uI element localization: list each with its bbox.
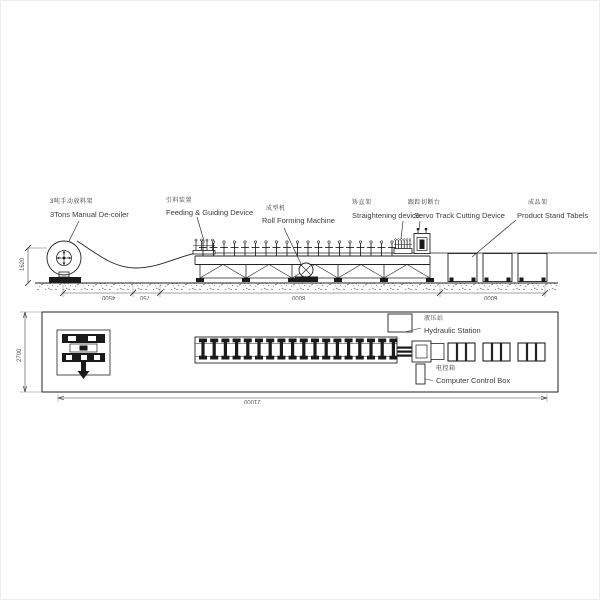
ground-hatch (35, 283, 558, 290)
stands-label: Product Stand Tabels (517, 211, 589, 220)
dim-8000: 8000 (292, 294, 306, 300)
cutting-device-side (414, 228, 430, 254)
product-stands-side (448, 254, 547, 283)
cutter-label-zh: 跟踪切断台 (408, 200, 441, 206)
control-label: Computer Control Box (436, 376, 511, 385)
cutter-label: Servo Track Cutting Device (414, 211, 505, 220)
dim-2700: 2700 (17, 348, 23, 362)
dim-6000: 6000 (484, 294, 498, 300)
product-stands-plan (448, 343, 545, 361)
former-label-zh: 成型机 (266, 206, 286, 212)
cutting-device-plan (412, 341, 444, 362)
decoiler-side-view (47, 241, 81, 283)
roll-former-plan-view (195, 337, 412, 363)
stands-label-zh: 成品架 (528, 200, 548, 206)
dim-4500: 4500 (102, 294, 116, 300)
feeding-label: Feeding & Guiding Device (166, 208, 254, 217)
dim-21000: 21000 (244, 398, 261, 404)
dim-height-1620: 1620 (20, 257, 26, 271)
straightener-side (394, 239, 412, 254)
dim-750: 750 (140, 294, 151, 300)
feeding-label-zh: 引料装置 (166, 198, 193, 204)
former-label: Roll Forming Machine (262, 216, 335, 225)
decoiler-label: 3Tons Manual De-coiler (50, 210, 129, 219)
straightener-label-zh: 矫直架 (352, 200, 372, 206)
decoiler-label-zh: 3吨手动放料架 (50, 199, 93, 205)
hydraulic-label-zh: 液压站 (424, 316, 444, 322)
straightener-label: Straightening device (352, 211, 420, 220)
control-label-zh: 电控箱 (436, 366, 456, 372)
hydraulic-label: Hydraulic Station (424, 326, 481, 335)
